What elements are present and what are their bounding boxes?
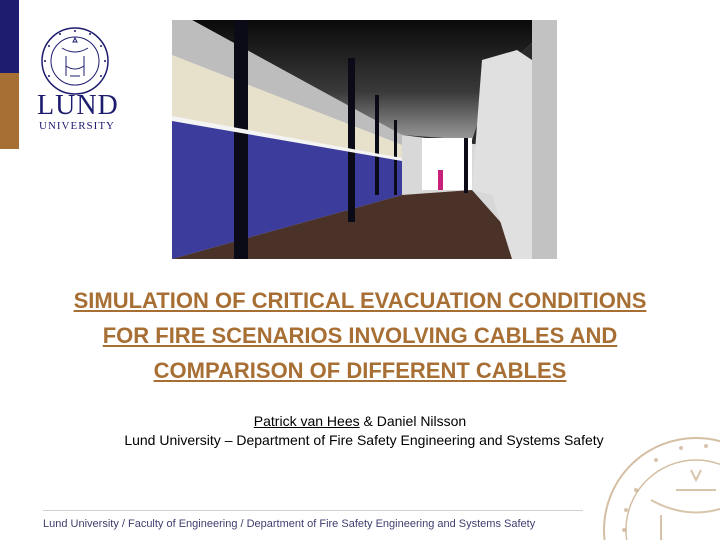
affiliation: Lund University – Department of Fire Safety Engineering and Systems Safety [124, 432, 604, 448]
footer-divider [43, 510, 583, 511]
slide-title [0, 283, 720, 388]
corner-seal [596, 430, 720, 540]
logo-university-text: UNIVERSITY [39, 120, 115, 132]
title-line-3: COMPARISON OF DIFFERENT CABLES [153, 358, 567, 383]
authors [0, 412, 720, 431]
side-bar-brown [0, 73, 19, 149]
author-link[interactable]: Patrick van Hees [253, 413, 360, 429]
title-line-1: SIMULATION OF CRITICAL EVACUATION CONDITIONS [73, 288, 647, 313]
simulation-corridor-image [172, 20, 557, 259]
footer-text: Lund University / Faculty of Engineering / Department of Fire Safety Engineering and Systems Safety [43, 518, 536, 530]
side-bar-blue [0, 0, 19, 73]
author-separator: & [359, 413, 377, 429]
lund-university-logo [37, 92, 117, 132]
lund-seal-icon [40, 26, 110, 96]
lund-seal-large-icon [596, 430, 720, 540]
logo-lund-text: LUND [37, 90, 119, 121]
author-second: Daniel Nilsson [376, 413, 467, 429]
title-line-2: FOR FIRE SCENARIOS INVOLVING CABLES AND [102, 323, 618, 348]
